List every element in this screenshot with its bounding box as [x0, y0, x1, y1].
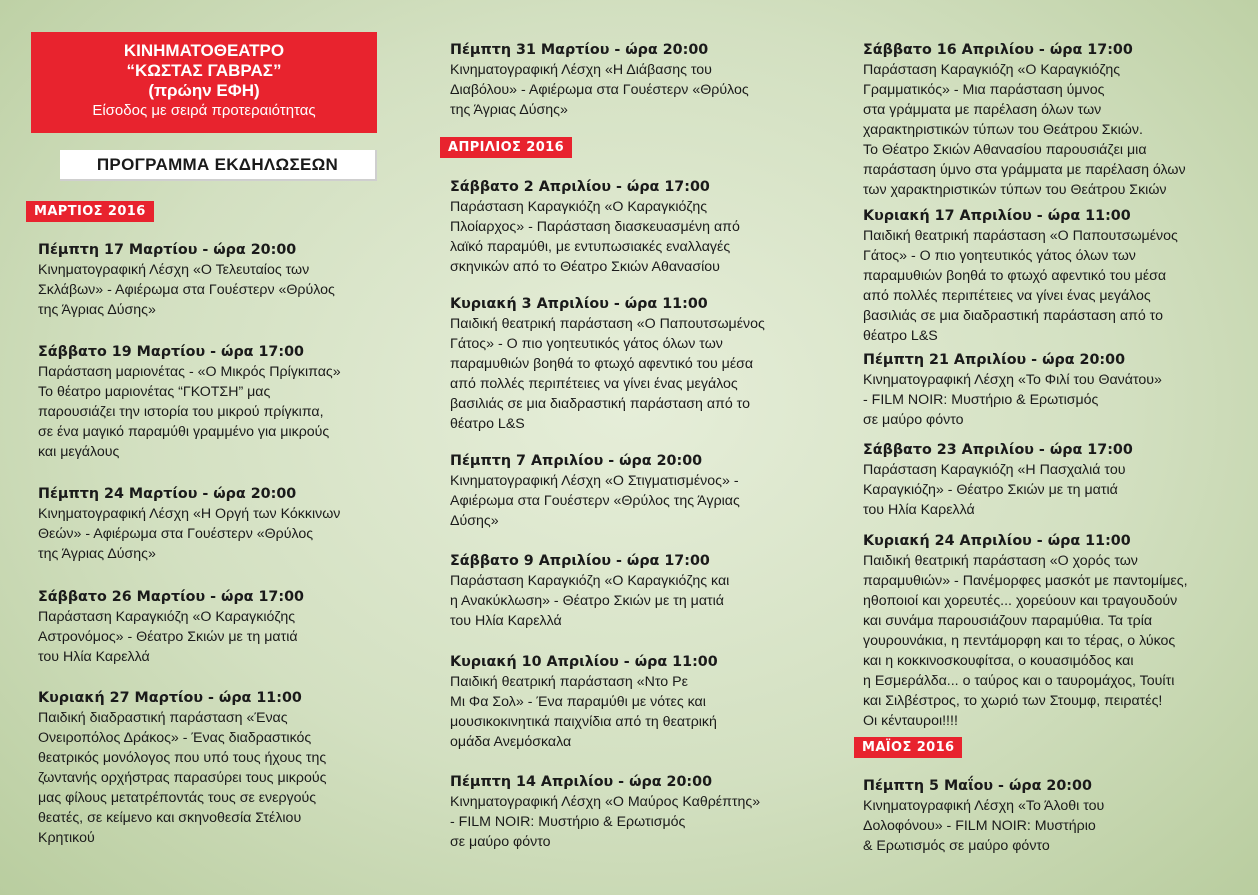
- event-description: Παράσταση Καραγκιόζη «Η Πασχαλιά του Καραγκιόζη» - Θέατρο Σκιών με τη ματιά του Ηλία Καρελλά: [863, 462, 1126, 518]
- event-item: [38, 342, 398, 462]
- event-description: Παιδική θεατρική παράσταση «Ο χορός των παραμυθιών» - Πανέμορφες μασκότ με παντομίμες, ηθοποιοί και χορευτές... χορεύουν και τραγουδούν και συνάμα παρουσιάζουν παραμύθια. Τα τρία γουρουνάκια, η πεντάμορφη και το τέρας, ο λύκος και η κοκκινοσκουφίτσα, ο κουασιμόδος και η Εσμεράλδα... ο ταύρος και ο ταυρομάχος, Τουίτι και Σιλβέστρος, το χωριό των Στουμφ, πειρατές! Οι κένταυροι!!!!: [863, 553, 1188, 729]
- header-box: [31, 32, 377, 133]
- header-former-name: (πρώην ΕΦΗ): [148, 81, 260, 100]
- event-title: Πέμπτη 24 Μαρτίου - ώρα 20:00: [38, 486, 297, 502]
- event-title: Σάββατο 23 Απριλίου - ώρα 17:00: [863, 442, 1133, 458]
- event-title: Πέμπτη 21 Απριλίου - ώρα 20:00: [863, 352, 1126, 368]
- event-description: Κινηματογραφική Λέσχη «Ο Στιγματισμένος» - Αφιέρωμα στα Γουέστερν «Θρύλος της Άγριας Δύσης»: [450, 473, 740, 529]
- event-title: Πέμπτη 17 Μαρτίου - ώρα 20:00: [38, 242, 297, 258]
- event-title: Κυριακή 10 Απριλίου - ώρα 11:00: [450, 654, 718, 670]
- event-item: [38, 587, 398, 667]
- month-label-may: ΜΑΪΟΣ 2016: [854, 737, 962, 758]
- event-item: [863, 350, 1223, 430]
- event-description: Κινηματογραφική Λέσχη «Η Οργή των Κόκκινων Θεών» - Αφιέρωμα στα Γουέστερν «Θρύλος της Άγριας Δύσης»: [38, 506, 341, 562]
- event-title: Κυριακή 24 Απριλίου - ώρα 11:00: [863, 533, 1131, 549]
- event-item: [450, 40, 820, 120]
- event-title: Σάββατο 16 Απριλίου - ώρα 17:00: [863, 42, 1133, 58]
- event-item: [450, 551, 820, 631]
- event-item: [38, 240, 398, 320]
- event-title: Κυριακή 27 Μαρτίου - ώρα 11:00: [38, 690, 302, 706]
- event-title: Σάββατο 26 Μαρτίου - ώρα 17:00: [38, 589, 304, 605]
- event-title: Πέμπτη 31 Μαρτίου - ώρα 20:00: [450, 42, 709, 58]
- event-description: Παράσταση μαριονέτας - «Ο Μικρός Πρίγκιπας» Το θέατρο μαριονέτας “ΓΚΟΤΣΗ” μας παρουσιάζει την ιστορία του μικρού πρίγκιπα, σε ένα μαγικό παραμύθι γραμμένο για μικρούς και μεγάλους: [38, 364, 341, 460]
- event-item: [863, 776, 1223, 856]
- event-title: Κυριακή 17 Απριλίου - ώρα 11:00: [863, 208, 1131, 224]
- month-label-april: ΑΠΡΙΛΙΟΣ 2016: [440, 137, 572, 158]
- event-title: Σάββατο 2 Απριλίου - ώρα 17:00: [450, 179, 710, 195]
- event-item: [450, 772, 820, 852]
- event-item: [863, 531, 1223, 731]
- program-title: ΠΡΟΓΡΑΜΜΑ ΕΚΔΗΛΩΣΕΩΝ: [60, 150, 377, 181]
- event-description: Παράσταση Καραγκιόζη «Ο Καραγκιόζης και η Ανακύκλωση» - Θέατρο Σκιών με τη ματιά του Ηλία Καρελλά: [450, 573, 730, 629]
- header-entry-note: Είσοδος με σειρά προτεραιότητας: [92, 102, 316, 119]
- event-title: Κυριακή 3 Απριλίου - ώρα 11:00: [450, 296, 708, 312]
- event-description: Κινηματογραφική Λέσχη «Ο Τελευταίος των Σκλάβων» - Αφιέρωμα στα Γουέστερν «Θρύλος της Άγριας Δύσης»: [38, 262, 335, 318]
- event-description: Παράσταση Καραγκιόζη «Ο Καραγκιόζης Αστρονόμος» - Θέατρο Σκιών με τη ματιά του Ηλία Καρελλά: [38, 609, 298, 665]
- event-description: Παιδική θεατρική παράσταση «Ο Παπουτσωμένος Γάτος» - Ο πιο γοητευτικός γάτος όλων των παραμυθιών βοηθά το φτωχό αφεντικό του μέσα από πολλές περιπέτειες να γίνει ένας μεγάλος βασιλιάς σε μια διαδραστική παράσταση από το θέατρο L&S: [450, 316, 765, 432]
- event-title: Σάββατο 19 Μαρτίου - ώρα 17:00: [38, 344, 304, 360]
- event-description: Παιδική διαδραστική παράσταση «Ένας Ονειροπόλος Δράκος» - Ένας διαδραστικός θεατρικός μονόλογος που υπό τους ήχους της ζωντανής ορχήστρας παρασύρει τους μικρούς μας φίλους μετατρέποντάς τους σε ενεργούς θεατές, σε κείμενο και σκηνοθεσία Στέλιου Κρητικού: [38, 710, 327, 846]
- event-description: Κινηματογραφική Λέσχη «Το Άλοθι του Δολοφόνου» - FILM NOIR: Μυστήριο & Ερωτισμός σε μαύρο φόντο: [863, 798, 1105, 854]
- event-description: Παράσταση Καραγκιόζη «Ο Καραγκιόζης Πλοίαρχος» - Παράσταση διασκευασμένη από λαϊκό παραμύθι, με εντυπωσιακές εναλλαγές σκηνικών από το Θέατρο Σκιών Αθανασίου: [450, 199, 740, 275]
- header-title: ΚΙΝΗΜΑΤΟΘΕΑΤΡΟ: [123, 41, 285, 60]
- event-item: [450, 294, 820, 434]
- event-description: Παράσταση Καραγκιόζη «Ο Καραγκιόζης Γραμματικός» - Μια παράσταση ύμνος στα γράμματα με παρέλαση όλων των χαρακτηριστικών τύπων του Θεάτρου Σκιών. Το Θέατρο Σκιών Αθανασίου παρουσιάζει μια παράσταση ύμνο στα γράμματα με παρέλαση όλων των χαρακτηριστικών τύπων του Θεάτρου Σκιών: [863, 62, 1186, 198]
- event-description: Κινηματογραφική Λέσχη «Το Φιλί του Θανάτου» - FILM NOIR: Μυστήριο & Ερωτισμός σε μαύρο φόντο: [863, 372, 1162, 428]
- event-title: Σάββατο 9 Απριλίου - ώρα 17:00: [450, 553, 710, 569]
- month-label-march: ΜΑΡΤΙΟΣ 2016: [26, 201, 154, 222]
- event-item: [863, 40, 1223, 200]
- event-item: [38, 688, 398, 848]
- event-item: [863, 440, 1223, 520]
- event-title: Πέμπτη 14 Απριλίου - ώρα 20:00: [450, 774, 713, 790]
- event-item: [450, 652, 820, 752]
- event-title: Πέμπτη 7 Απριλίου - ώρα 20:00: [450, 453, 703, 469]
- event-item: [863, 206, 1223, 346]
- event-description: Κινηματογραφική Λέσχη «Ο Μαύρος Καθρέπτης» - FILM NOIR: Μυστήριο & Ερωτισμός σε μαύρο φόντο: [450, 794, 761, 850]
- event-title: Πέμπτη 5 Μαΐου - ώρα 20:00: [863, 778, 1092, 794]
- event-description: Κινηματογραφική Λέσχη «Η Διάβασης του Διαβόλου» - Αφιέρωμα στα Γουέστερν «Θρύλος της Άγριας Δύσης»: [450, 62, 749, 118]
- event-item: [38, 484, 398, 564]
- event-description: Παιδική θεατρική παράσταση «Ντο Ρε Μι Φα Σολ» - Ένα παραμύθι με νότες και μουσικοκινητικά παιχνίδια από τη θεατρική ομάδα Ανεμόσκαλα: [450, 674, 717, 750]
- event-item: [450, 451, 820, 531]
- header-venue-name: “ΚΩΣΤΑΣ ΓΑΒΡΑΣ”: [126, 61, 282, 80]
- event-item: [450, 177, 820, 277]
- event-description: Παιδική θεατρική παράσταση «Ο Παπουτσωμένος Γάτος» - Ο πιο γοητευτικός γάτος όλων των παραμυθιών βοηθά το φτωχό αφεντικό του μέσα από πολλές περιπέτειες να γίνει ένας μεγάλος βασιλιάς σε μια διαδραστική παράσταση από το θέατρο L&S: [863, 228, 1178, 344]
